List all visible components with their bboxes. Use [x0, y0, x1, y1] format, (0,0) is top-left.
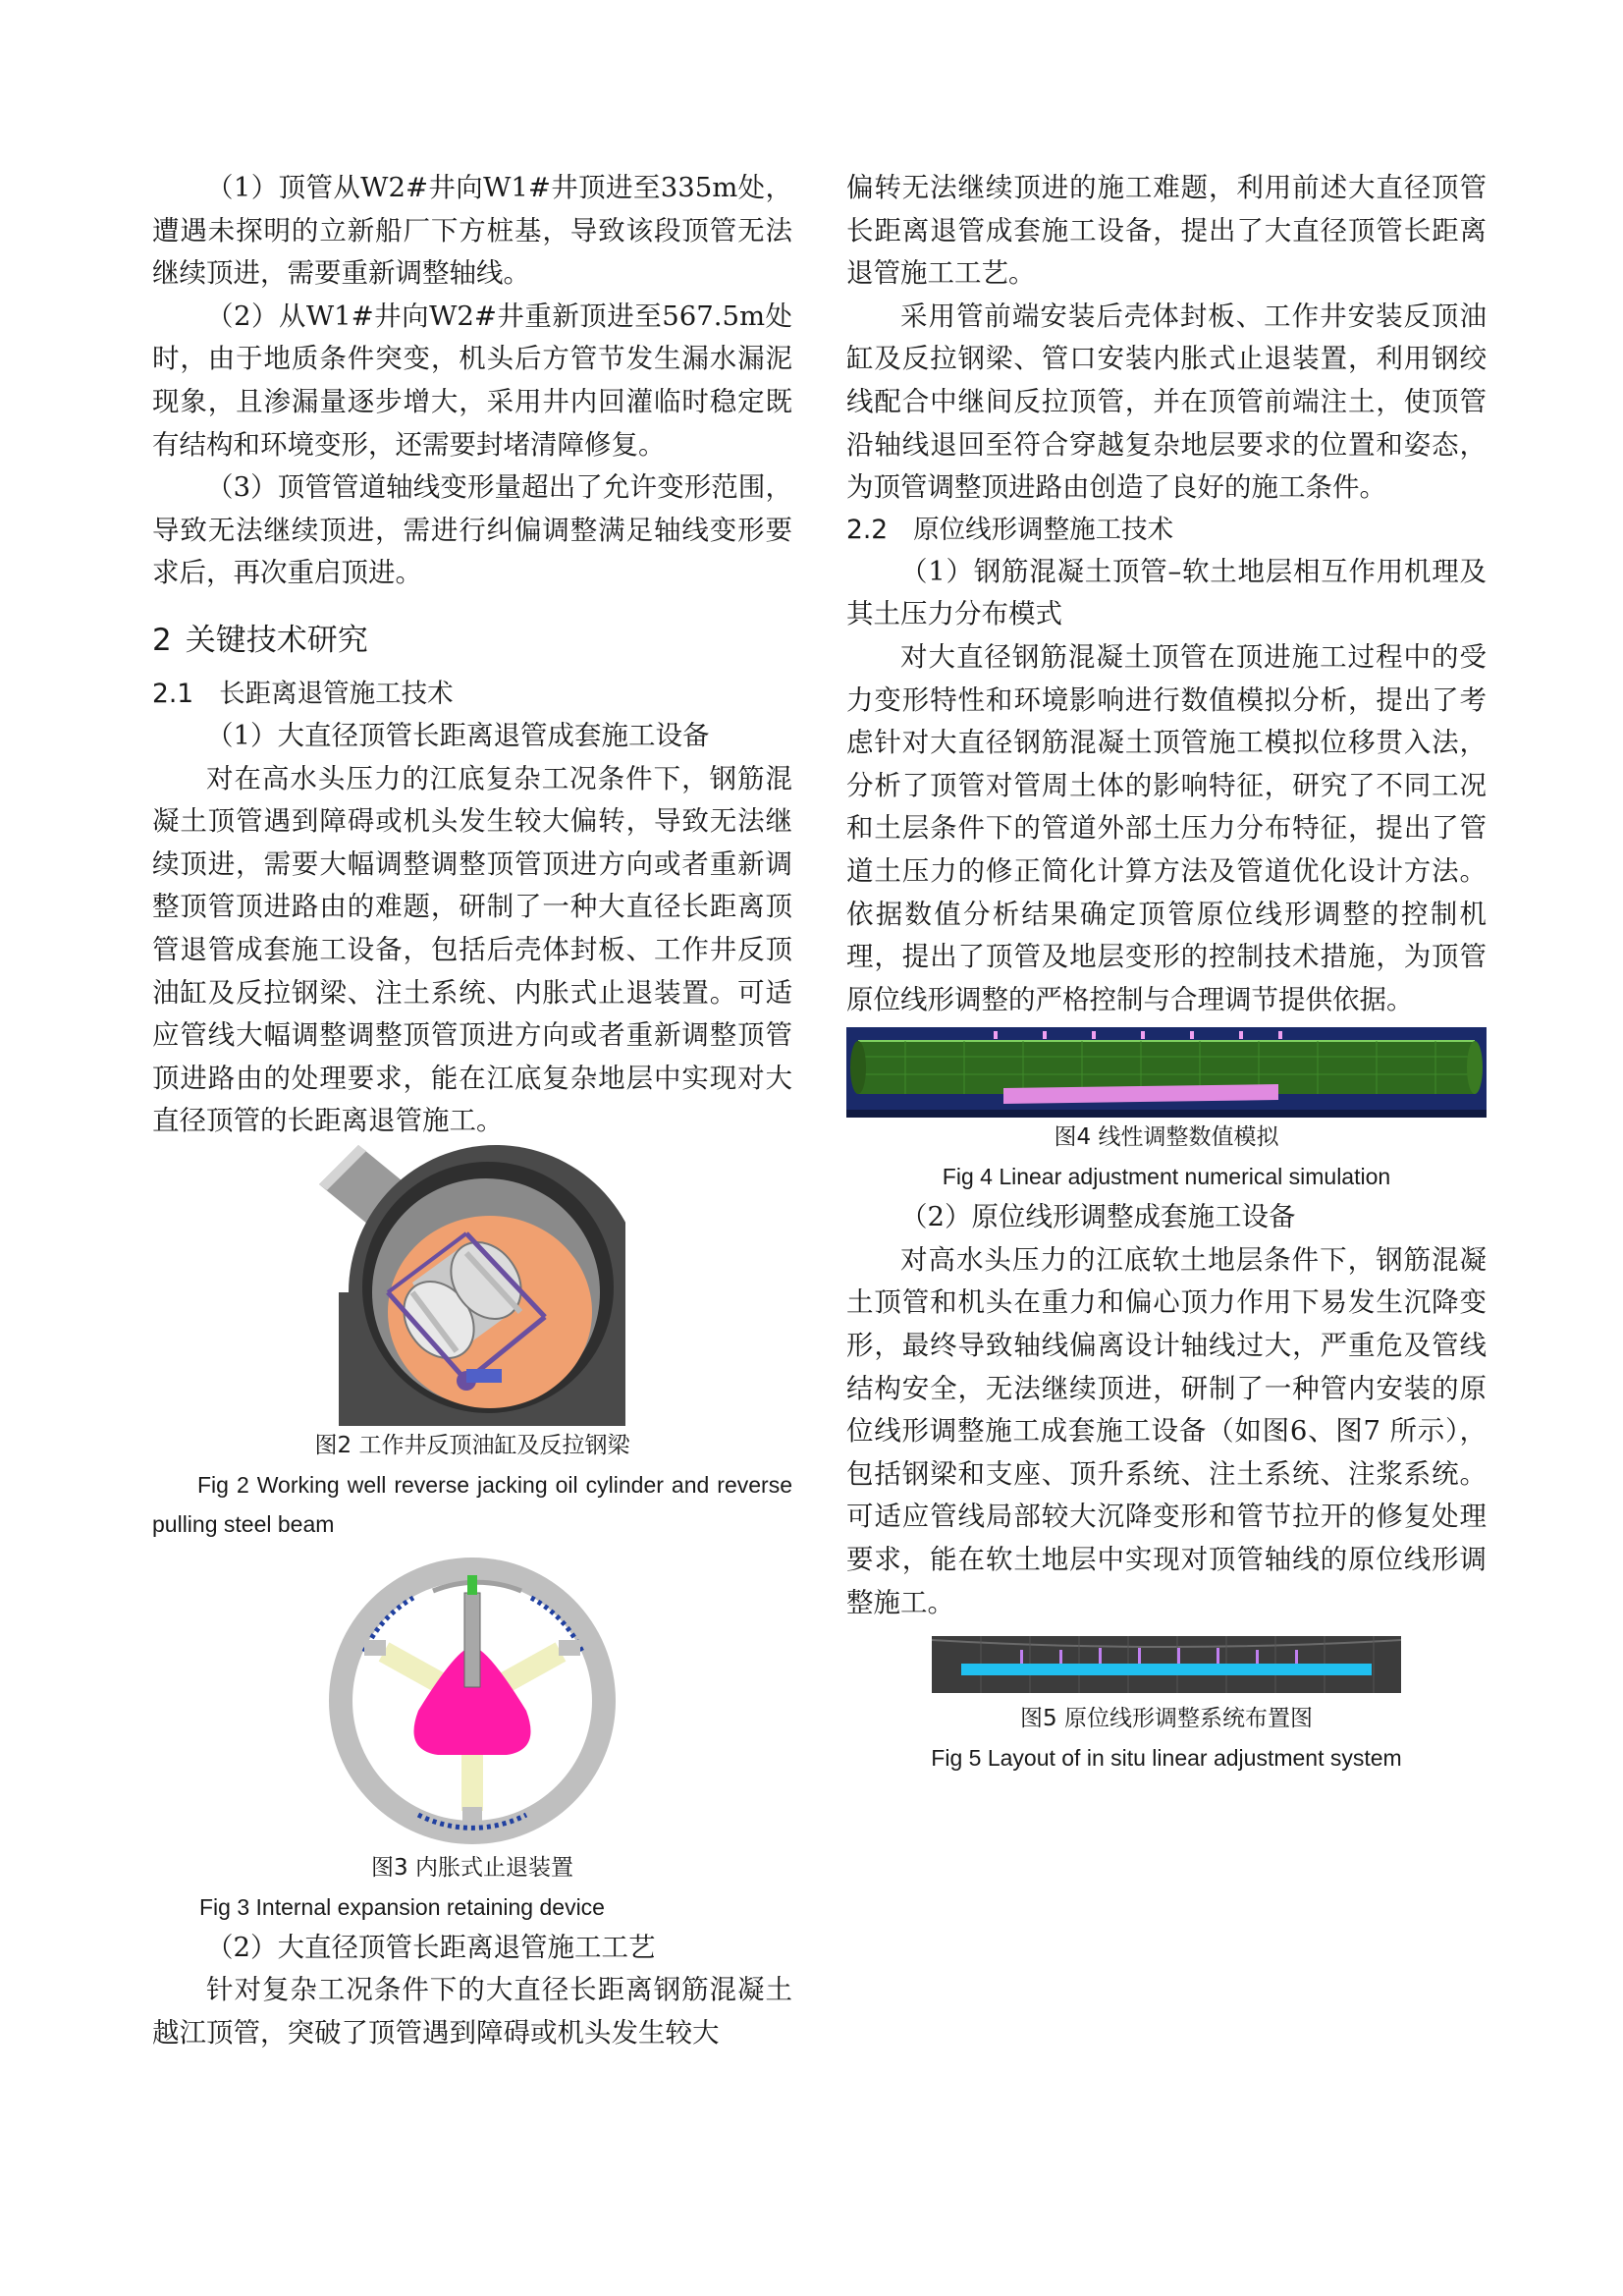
paragraph: 对在高水头压力的江底复杂工况条件下，钢筋混凝土顶管遇到障碍或机头发生较大偏转，导致无法继续顶进，需要大幅调整调整顶管顶进方向或者重新调整顶管顶进路由的难题，研制了一种大直径长距离顶管退管成套施工设备，包括后壳体封板、工作井反顶油缸及反拉钢梁、注土系统、内胀式止退装置。可适应管线大幅调整调整顶管顶进方向或者重新调整顶管顶进路由的处理要求，能在江底复杂地层中实现对大直径顶管的长距离退管施工。 — [152, 762, 792, 1137]
left-column — [152, 167, 792, 2055]
paragraph: 对高水头压力的江底软土地层条件下，钢筋混凝土顶管和机头在重力和偏心顶力作用下易发生沉降变形，最终导致轴线偏离设计轴线过大，严重危及管线结构安全，无法继续顶进，研制了一种管内安装的原位线形调整施工成套施工设备（如图6、图7 所示），包括钢梁和支座、顶升系统、注土系统、注浆系统。可适应管线局部较大沉降变形和管节拉开的修复处理要求，能在软土地层中实现对顶管轴线的原位线形调整施工。 — [846, 1243, 1487, 1618]
figure-5-caption-cn: 图5 原位线形调整系统布置图 — [1020, 1706, 1313, 1732]
sub-heading: （2）大直径顶管长距离退管施工工艺 — [206, 1931, 656, 1963]
working-well-illustration — [319, 1145, 625, 1426]
figure-4-caption-cn: 图4 线性调整数值模拟 — [1054, 1124, 1279, 1151]
paragraph: 对大直径钢筋混凝土顶管在顶进施工过程中的受力变形特性和环境影响进行数值模拟分析，提出了考虑针对大直径钢筋混凝土顶管施工模拟位移贯入法，分析了顶管对管周土体的影响特征，研究了不同工况和土层条件下的管道外部土压力分布特征，提出了管道土压力的修正简化计算方法及管道优化设计方法。依据数值分析结果确定顶管原位线形调整的控制机理，提出了顶管及地层变形的控制技术措施，为顶管原位线形调整的严格控制与合理调节提供依据。 — [846, 640, 1487, 1015]
sub-heading: （2）原位线形调整成套施工设备 — [900, 1201, 1296, 1233]
subsection-heading-2-1: 2.1 长距离退管施工技术 — [152, 678, 454, 709]
paragraph: 采用管前端安装后壳体封板、工作井安装反顶油缸及反拉钢梁、管口安装内胀式止退装置，利用钢绞线配合中继间反拉顶管，并在顶管前端注土，使顶管沿轴线退回至符合穿越复杂地层要求的位置和姿态，为顶管调整顶进路由创造了良好的施工条件。 — [846, 300, 1487, 504]
section-heading-2: 2 关键技术研究 — [152, 622, 368, 658]
figure-5-caption-en: Fig 5 Layout of in situ linear adjustment system — [931, 1745, 1402, 1772]
sub-heading: （1）大直径顶管长距离退管成套施工设备 — [206, 719, 710, 751]
subsection-heading-2-2: 2.2 原位线形调整施工技术 — [846, 514, 1174, 545]
paragraph: （3）顶管管道轴线变形量超出了允许变形范围，导致无法继续顶进，需进行纠偏调整满足轴线变形要求后，再次重启顶进。 — [152, 471, 792, 589]
figure-2-caption-en: Fig 2 Working well reverse jacking oil cylinder and reverse pulling steel beam — [152, 1471, 792, 1537]
figure-3-caption-cn: 图3 内胀式止退装置 — [371, 1854, 573, 1881]
paragraph: 偏转无法继续顶进的施工难题，利用前述大直径顶管长距离退管成套施工设备，提出了大直径顶管长距离退管施工工艺。 — [846, 172, 1487, 290]
figure-4-caption-en: Fig 4 Linear adjustment numerical simulation — [942, 1164, 1391, 1190]
right-column — [846, 167, 1487, 1777]
paragraph: 针对复杂工况条件下的大直径长距离钢筋混凝土越江顶管，突破了顶管遇到障碍或机头发生较大 — [152, 1974, 792, 2050]
figure-3-caption-en: Fig 3 Internal expansion retaining device — [199, 1893, 605, 1920]
numerical-simulation-illustration — [846, 1027, 1487, 1118]
figure-2-caption-cn: 图2 工作井反顶油缸及反拉钢梁 — [314, 1432, 630, 1458]
figure-2-image — [319, 1145, 625, 1426]
paragraph: （2）从W1#井向W2#井重新顶进至567.5m处时，由于地质条件突变，机头后方管节发生漏水漏泥现象，且渗漏量逐步增大，采用井内回灌临时稳定既有结构和环境变形，还需要封堵清障修复。 — [152, 300, 792, 461]
figure-4-image — [846, 1027, 1487, 1118]
adjustment-system-layout-illustration — [932, 1630, 1401, 1699]
sub-heading: （1）钢筋混凝土顶管–软土地层相互作用机理及其土压力分布模式 — [846, 555, 1487, 630]
figure-3-image — [325, 1554, 620, 1848]
expansion-device-illustration — [325, 1554, 620, 1848]
figure-5-image — [932, 1630, 1401, 1699]
paragraph: （1）顶管从W2#井向W1#井顶进至335m处，遭遇未探明的立新船厂下方桩基，导致该段顶管无法继续顶进，需要重新调整轴线。 — [152, 172, 792, 290]
